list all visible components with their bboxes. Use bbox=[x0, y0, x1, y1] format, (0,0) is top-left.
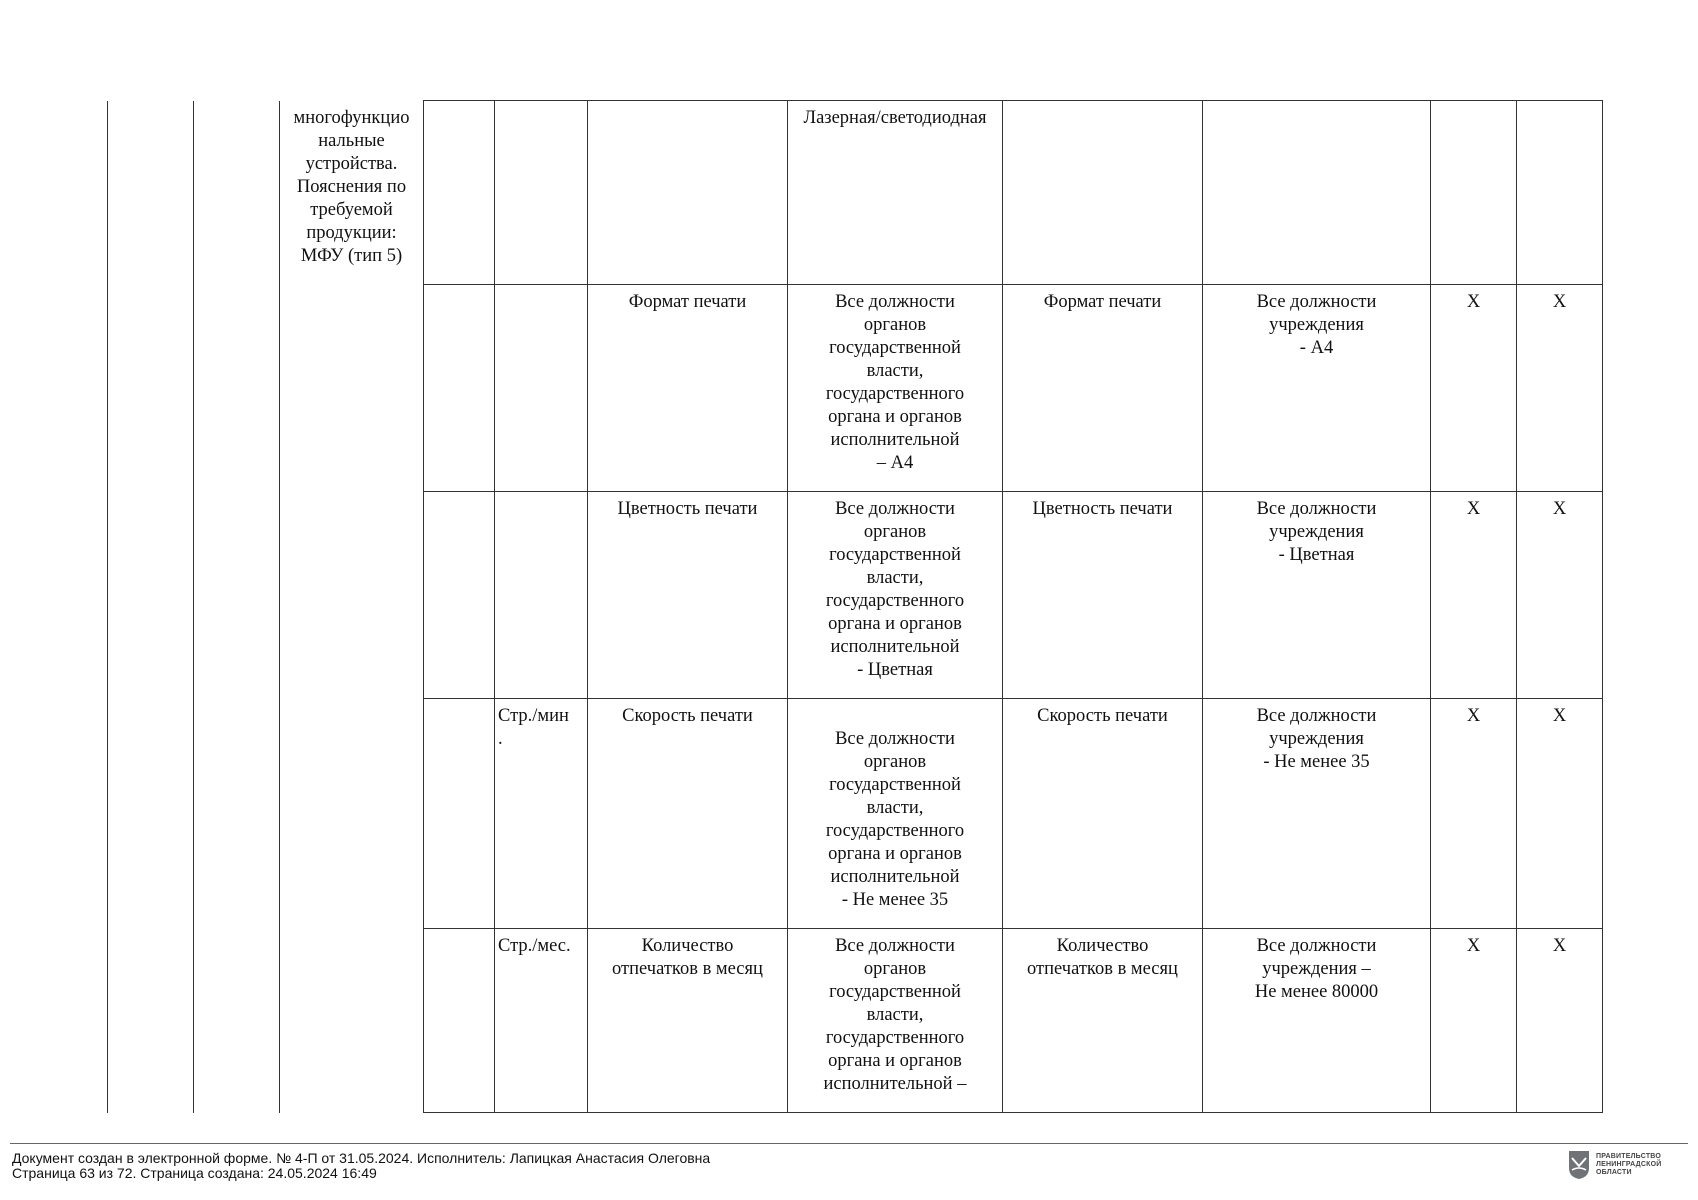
value-inst-text: Все должности учреждения - А4 bbox=[1256, 292, 1377, 358]
x-mark: X bbox=[1466, 706, 1481, 726]
characteristic-2-cell bbox=[1003, 285, 1203, 492]
value-gov-text: Все должности органов государственной власти, государственного органа и органов исполнительной - Цветная bbox=[825, 499, 965, 680]
value-gov-cell bbox=[788, 285, 1003, 492]
document-footer bbox=[12, 1151, 710, 1181]
x-cell bbox=[1431, 699, 1517, 929]
x-mark: X bbox=[1466, 499, 1481, 519]
unit-cell bbox=[495, 699, 588, 929]
value-gov-text: Все должности органов государственной власти, государственного органа и органов исполнительной - Не менее 35 bbox=[825, 729, 965, 910]
characteristic-text: Количество отпечатков в месяц bbox=[612, 936, 763, 979]
value-gov-cell bbox=[788, 929, 1003, 1113]
x-cell bbox=[1431, 492, 1517, 699]
footer-page-info: Страница 63 из 72. Страница создана: 24.05.2024 16:49 bbox=[12, 1165, 377, 1181]
table-cell-empty bbox=[424, 285, 495, 492]
table-cell-empty bbox=[194, 101, 280, 1113]
product-name-text: многофункцио нальные устройства. Пояснения по требуемой продукции: МФУ (тип 5) bbox=[293, 107, 410, 266]
printing-method-cell bbox=[788, 101, 1003, 285]
x-mark: X bbox=[1466, 292, 1481, 312]
table-cell-empty bbox=[1517, 101, 1603, 285]
characteristic-cell bbox=[588, 699, 788, 929]
characteristic-text: Цветность печати bbox=[617, 499, 758, 519]
value-gov-cell bbox=[788, 699, 1003, 929]
table-cell-empty bbox=[1003, 101, 1203, 285]
value-inst-text: Все должности учреждения - Не менее 35 bbox=[1256, 706, 1377, 772]
value-gov-text: Все должности органов государственной власти, государственного органа и органов исполнительной – bbox=[823, 936, 967, 1094]
characteristic-2-text: Формат печати bbox=[1043, 292, 1162, 312]
characteristic-2-cell bbox=[1003, 929, 1203, 1113]
characteristic-cell bbox=[588, 492, 788, 699]
x-cell bbox=[1431, 929, 1517, 1113]
characteristic-2-text: Цветность печати bbox=[1032, 499, 1173, 519]
x-mark: X bbox=[1466, 936, 1481, 956]
table-cell-empty bbox=[424, 929, 495, 1113]
x-cell bbox=[1517, 929, 1603, 1113]
table-cell-empty bbox=[424, 699, 495, 929]
x-mark: X bbox=[1552, 499, 1567, 519]
characteristic-2-text: Скорость печати bbox=[1037, 706, 1168, 726]
leningrad-region-emblem-icon bbox=[1568, 1150, 1590, 1180]
table-cell-empty bbox=[1203, 101, 1431, 285]
logo-line: ОБЛАСТИ bbox=[1596, 1169, 1632, 1176]
table-row bbox=[108, 101, 1603, 285]
unit-text: Стр./мин . bbox=[498, 706, 569, 749]
table-cell-empty bbox=[1431, 101, 1517, 285]
value-inst-cell bbox=[1203, 492, 1431, 699]
table-cell-empty bbox=[108, 101, 194, 1113]
x-cell bbox=[1431, 285, 1517, 492]
unit-cell bbox=[495, 492, 588, 699]
x-cell bbox=[1517, 285, 1603, 492]
x-cell bbox=[1517, 492, 1603, 699]
x-mark: X bbox=[1552, 936, 1567, 956]
value-gov-text: Все должности органов государственной власти, государственного органа и органов исполнительной – А4 bbox=[825, 292, 965, 473]
unit-text: Стр./мес. bbox=[498, 936, 571, 956]
x-cell bbox=[1517, 699, 1603, 929]
printing-method-text: Лазерная/светодиодная bbox=[803, 108, 987, 128]
x-mark: X bbox=[1552, 706, 1567, 726]
table-cell-empty bbox=[424, 492, 495, 699]
requirements-table bbox=[107, 100, 1603, 1113]
logo-caption bbox=[1596, 1153, 1661, 1177]
product-name-cell bbox=[280, 101, 424, 1113]
characteristic-cell bbox=[588, 929, 788, 1113]
footer-divider bbox=[10, 1143, 1688, 1144]
logo-line: ПРАВИТЕЛЬСТВО bbox=[1596, 1153, 1662, 1160]
value-inst-cell bbox=[1203, 285, 1431, 492]
value-inst-cell bbox=[1203, 699, 1431, 929]
characteristic-2-cell bbox=[1003, 699, 1203, 929]
characteristic-2-cell bbox=[1003, 492, 1203, 699]
unit-cell bbox=[495, 929, 588, 1113]
government-logo bbox=[1568, 1150, 1661, 1180]
value-inst-text: Все должности учреждения - Цветная bbox=[1256, 499, 1377, 565]
table-cell-empty bbox=[495, 101, 588, 285]
footer-document-info: Документ создан в электронной форме. № 4-П от 31.05.2024. Исполнитель: Лапицкая Анастасия Олеговна bbox=[12, 1150, 711, 1166]
characteristic-text: Формат печати bbox=[628, 292, 747, 312]
value-inst-text: Все должности учреждения – Не менее 80000 bbox=[1254, 936, 1379, 1002]
unit-cell bbox=[495, 285, 588, 492]
characteristic-text: Скорость печати bbox=[622, 706, 753, 726]
logo-line: ЛЕНИНГРАДСКОЙ bbox=[1596, 1161, 1662, 1168]
characteristic-cell bbox=[588, 285, 788, 492]
table-cell-empty bbox=[424, 101, 495, 285]
characteristic-2-text: Количество отпечатков в месяц bbox=[1027, 936, 1178, 979]
table-cell-empty bbox=[588, 101, 788, 285]
x-mark: X bbox=[1552, 292, 1567, 312]
value-inst-cell bbox=[1203, 929, 1431, 1113]
value-gov-cell bbox=[788, 492, 1003, 699]
